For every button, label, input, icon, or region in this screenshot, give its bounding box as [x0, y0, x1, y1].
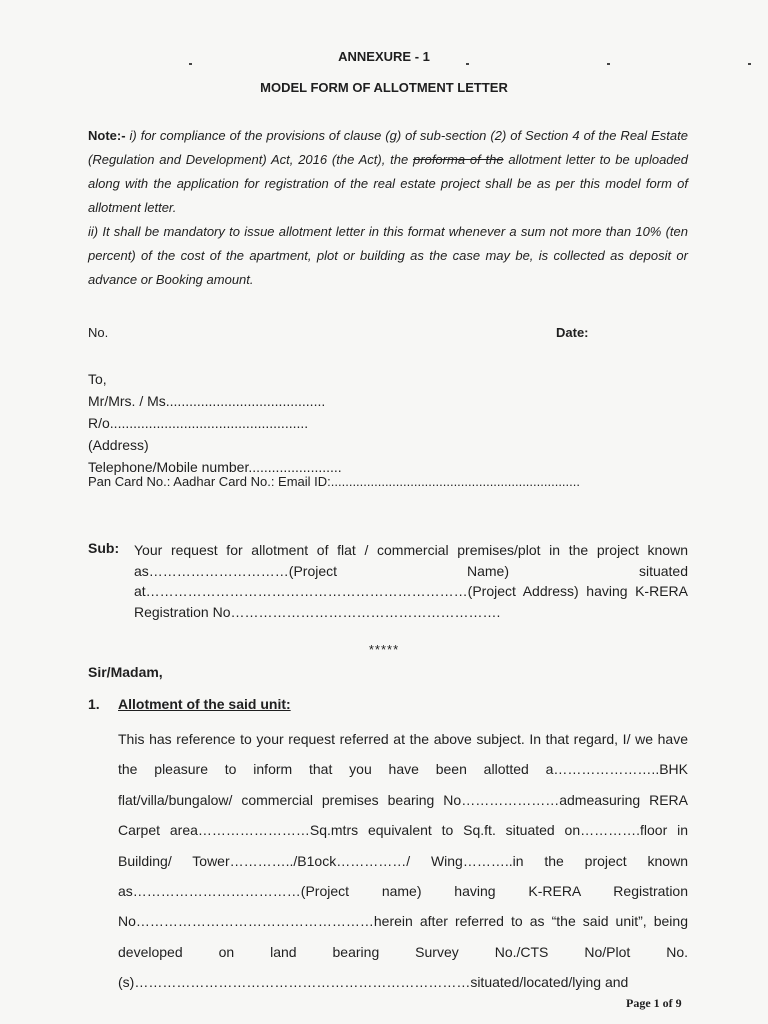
annexure-heading: ANNEXURE - 1: [338, 49, 430, 64]
document-title: MODEL FORM OF ALLOTMENT LETTER: [260, 80, 508, 95]
separator: *****: [368, 642, 400, 657]
name-line: Mr/Mrs. / Ms.........................................: [88, 393, 326, 409]
page-number: Page 1 of 9: [626, 996, 682, 1010]
address-line: (Address): [88, 437, 149, 453]
id-details-line: Pan Card No.: Aadhar Card No.: Email ID:.....................................................................: [88, 474, 580, 489]
addressee-block: [88, 368, 342, 478]
subject-text: Your request for allotment of flat / commercial premises/plot in the project known as…………………………(Project Name) situated at……………………………………………………………(Project Address) having K-RERA Registration No………………………………………………….: [134, 542, 688, 620]
reference-no-label: No.: [88, 325, 109, 340]
resident-line: R/o...................................................: [88, 415, 309, 431]
section-title: Allotment of the said unit:: [118, 696, 291, 712]
phone-line: Telephone/Mobile number........................: [88, 459, 342, 475]
salutation: Sir/Madam,: [88, 664, 163, 680]
section-body: This has reference to your request referred at the above subject. In that regard, I/ we have the pleasure to inform that you have been allotted a…………………..BHK flat/villa/bungalow/ commercial premises bearing No…………………admeasuring RERA Carpet area……………………Sq.mtrs equivalent to Sq.ft. situated on………….floor in Building/ Tower…………../B1ock……………/ Wing………..in the project known as………………………………(Project name) having K-RERA Registration No……………………………………………herein after referred to as “the said unit”, being developed on land bearing Survey No./CTS No/Plot No.(s)………………………………………………………………situated/located/lying and: [118, 731, 688, 991]
note-paragraph-1: Note:- i) for compliance of the provisions of clause (g) of sub-section (2) of Section 4 of the Real Estate (Regulation and Development) Act, 2016 (the Act), the proforma of the allotment letter to be uploaded along with the application for registration of the real estate project shall be as per this model form of allotment letter.: [88, 128, 688, 215]
to-line: To,: [88, 371, 107, 387]
note-block: [88, 124, 688, 292]
date-label: Date:: [556, 325, 589, 340]
struck-text: proforma of the: [413, 152, 504, 167]
note-paragraph-2: ii) It shall be mandatory to issue allotment letter in this format whenever a sum not more than 10% (ten percent) of the cost of the apartment, plot or building as the case may be, is collected as deposit or advance or Booking amount.: [88, 224, 688, 287]
section-number: 1.: [88, 696, 100, 712]
note-label: Note:-: [88, 128, 126, 143]
subject-label: Sub:: [88, 540, 120, 556]
